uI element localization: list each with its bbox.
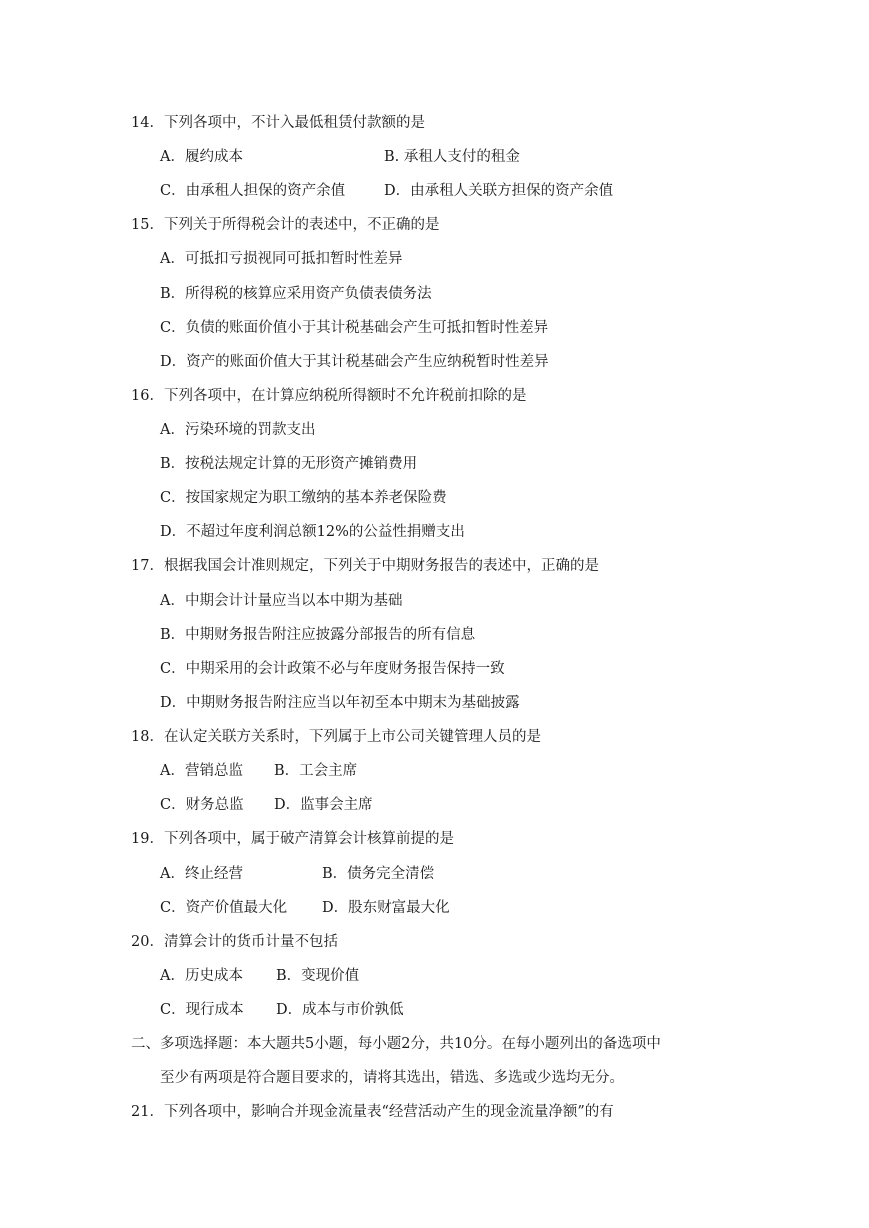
question-14-option-d: D．由承租人关联方担保的资产余值 — [384, 183, 614, 199]
question-15-option-d: D．资产的账面价值大于其计税基础会产生应纳税暂时性差异 — [160, 354, 549, 370]
question-14-option-b: B. 承租人支付的租金 — [384, 149, 520, 165]
question-18-option-c: C．财务总监 — [160, 797, 244, 813]
question-15-option-a: A．可抵扣亏损视同可抵扣暂时性差异 — [160, 251, 403, 267]
question-16-option-a: A．污染环境的罚款支出 — [160, 422, 316, 438]
question-16-option-d: D．不超过年度利润总额12%的公益性捐赠支出 — [160, 524, 465, 540]
question-19-option-a: A．终止经营 — [160, 866, 243, 882]
section-2-heading: 二、多项选择题：本大题共5小题，每小题2分，共10分。在每小题列出的备选项中 — [131, 1036, 661, 1052]
section-2-instructions: 至少有两项是符合题目要求的，请将其选出，错选、多选或少选均无分。 — [160, 1070, 624, 1086]
question-18-option-a: A．营销总监 — [160, 763, 243, 779]
question-15-stem: 15．下列关于所得税会计的表述中，不正确的是 — [131, 217, 440, 233]
question-20-option-c: C．现行成本 — [160, 1002, 244, 1018]
question-20-option-b: B．变现价值 — [276, 968, 360, 984]
question-18-stem: 18．在认定关联方关系时，下列属于上市公司关键管理人员的是 — [131, 729, 541, 745]
question-17-option-b: B．中期财务报告附注应披露分部报告的所有信息 — [160, 627, 476, 643]
question-20-stem: 20．清算会计的货币计量不包括 — [131, 934, 338, 950]
question-15-option-c: C．负债的账面价值小于其计税基础会产生可抵扣暂时性差异 — [160, 320, 549, 336]
question-19-stem: 19．下列各项中，属于破产清算会计核算前提的是 — [131, 831, 454, 847]
question-19-option-b: B．债务完全清偿 — [322, 866, 435, 882]
question-21-stem: 21．下列各项中，影响合并现金流量表“经营活动产生的现金流量净额”的有 — [131, 1104, 614, 1120]
question-14-option-c: C．由承租人担保的资产余值 — [160, 183, 346, 199]
question-17-option-d: D．中期财务报告附注应当以年初至本中期末为基础披露 — [160, 695, 520, 711]
question-17-option-a: A．中期会计计量应当以本中期为基础 — [160, 593, 403, 609]
question-20-option-d: D．成本与市价孰低 — [276, 1002, 404, 1018]
question-19-option-d: D．股东财富最大化 — [322, 900, 450, 916]
question-14-option-a: A．履约成本 — [160, 149, 243, 165]
question-17-stem: 17．根据我国会计准则规定，下列关于中期财务报告的表述中，正确的是 — [131, 558, 599, 574]
question-19-option-c: C．资产价值最大化 — [160, 900, 288, 916]
question-16-option-c: C．按国家规定为职工缴纳的基本养老保险费 — [160, 490, 447, 506]
question-16-option-b: B．按税法规定计算的无形资产摊销费用 — [160, 456, 418, 472]
question-14-stem: 14．下列各项中，不计入最低租赁付款额的是 — [131, 115, 425, 131]
question-18-option-d: D．监事会主席 — [274, 797, 373, 813]
question-20-option-a: A．历史成本 — [160, 968, 243, 984]
question-18-option-b: B．工会主席 — [274, 763, 358, 779]
question-16-stem: 16．下列各项中，在计算应纳税所得额时不允许税前扣除的是 — [131, 388, 527, 404]
question-17-option-c: C．中期采用的会计政策不必与年度财务报告保持一致 — [160, 661, 505, 677]
question-15-option-b: B．所得税的核算应采用资产负债表债务法 — [160, 286, 432, 302]
